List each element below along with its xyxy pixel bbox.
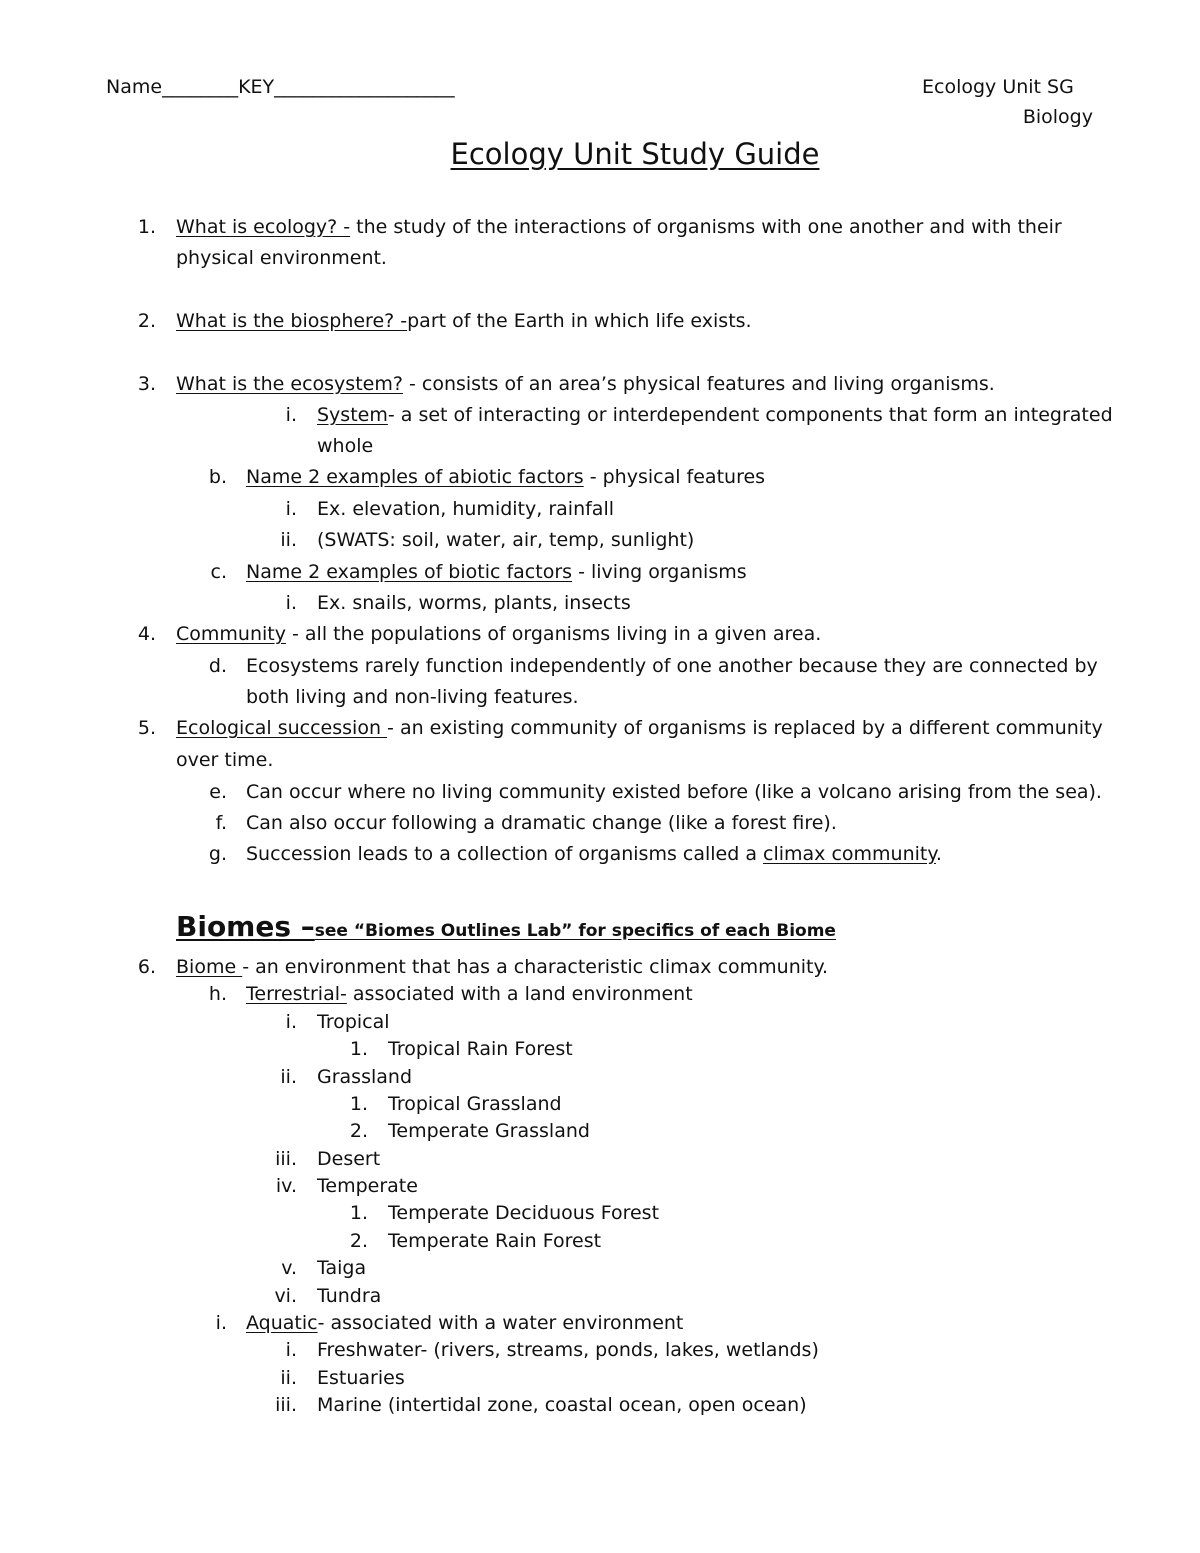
biome-term: Biome	[176, 956, 243, 978]
q5-f-text: Can also occur following a dramatic change (like a forest fire).	[246, 812, 837, 834]
list-item-mark: v.	[281, 1257, 297, 1279]
q2-text: part of the Earth in which life exists.	[407, 310, 752, 332]
q1-line1	[176, 216, 1062, 238]
q3-line	[176, 373, 995, 395]
aquatic-term: Aquatic	[246, 1312, 318, 1334]
q1-number: 1.	[137, 216, 156, 238]
abiotic-text: - physical features	[583, 466, 766, 488]
q3-number: 3.	[137, 373, 156, 395]
community-term: Community	[176, 623, 286, 645]
q6-h-line	[246, 983, 693, 1005]
q2-term: What is the biosphere? -	[176, 310, 408, 332]
q6-line	[176, 956, 828, 978]
terrestrial-term: Terrestrial-	[246, 983, 347, 1005]
list-item-marine: Marine (intertidal zone, coastal ocean, open ocean)	[317, 1394, 807, 1416]
q6-h-mark: h.	[208, 983, 227, 1005]
q3-c-mark: c.	[210, 561, 227, 583]
q5-g-text: Succession leads to a collection of organisms called a	[246, 843, 764, 865]
list-item-mark: 1.	[349, 1038, 368, 1060]
list-item-mark: 1.	[349, 1202, 368, 1224]
q3-b-mark: b.	[208, 466, 227, 488]
biotic-text: - living organisms	[572, 561, 747, 583]
abiotic-term: Name 2 examples of abiotic factors	[246, 466, 584, 488]
biomes-heading-note: see “Biomes Outlines Lab” for specifics of each Biome	[314, 921, 836, 941]
q5-number: 5.	[137, 717, 156, 739]
q5-line1	[176, 717, 1103, 739]
unit-label: Ecology Unit SG	[922, 76, 1074, 98]
list-item-desert: Desert	[317, 1148, 381, 1170]
q5-f-mark: f.	[215, 812, 227, 834]
list-item-taiga: Taiga	[317, 1257, 367, 1279]
list-item-mark: i.	[285, 1339, 297, 1361]
subject-label: Biology	[1022, 106, 1093, 128]
list-item-freshwater: Freshwater- (rivers, streams, ponds, lakes, wetlands)	[317, 1339, 819, 1361]
list-item-mark: 2.	[349, 1230, 368, 1252]
biomes-heading-main: Biomes –	[176, 910, 315, 943]
list-item-mark: ii.	[280, 1066, 297, 1088]
q5-g-line	[246, 843, 942, 865]
aquatic-text: - associated with a water environment	[317, 1312, 684, 1334]
list-item-temperate: Temperate	[317, 1175, 418, 1197]
q5-g-end: .	[935, 843, 942, 865]
q3-c-i-text: Ex. snails, worms, plants, insects	[317, 592, 631, 614]
list-item-mark: i.	[285, 1011, 297, 1033]
list-item-temperate-grassland: Temperate Grassland	[388, 1120, 590, 1142]
q1-text: the study of the interactions of organisms with one another and with their	[350, 216, 1062, 238]
q4-number: 4.	[137, 623, 156, 645]
list-item-estuaries: Estuaries	[317, 1367, 405, 1389]
q6-number: 6.	[137, 956, 156, 978]
q4-d-line1: Ecosystems rarely function independently of one another because they are connected by	[246, 655, 1098, 677]
q3-sub-i-line2: whole	[317, 435, 374, 457]
q3-b-i-text: Ex. elevation, humidity, rainfall	[317, 498, 614, 520]
q6-i-line	[246, 1312, 683, 1334]
system-term: System	[317, 404, 388, 426]
q2-number: 2.	[137, 310, 156, 332]
community-text: - all the populations of organisms living in a given area.	[285, 623, 822, 645]
q3-c-i-mark: i.	[285, 592, 297, 614]
list-item-grassland: Grassland	[317, 1066, 412, 1088]
q4-line	[176, 623, 821, 645]
q3-c-line	[246, 561, 747, 583]
list-item-tropical-grassland: Tropical Grassland	[388, 1093, 562, 1115]
q1-line2: physical environment.	[176, 247, 387, 269]
name-label: Name	[106, 76, 163, 98]
q4-d-mark: d.	[208, 655, 227, 677]
succession-text: - an existing community of organisms is replaced by a different community	[387, 717, 1103, 739]
q3-text: - consists of an area’s physical features and living organisms.	[402, 373, 995, 395]
q3-b-line	[246, 466, 765, 488]
list-item-temperate-deciduous-forest: Temperate Deciduous Forest	[388, 1202, 660, 1224]
q4-d-line2: both living and non-living features.	[246, 686, 579, 708]
list-item-mark: 1.	[349, 1093, 368, 1115]
name-field	[106, 76, 455, 98]
list-item-tropical: Tropical	[317, 1011, 390, 1033]
succession-term: Ecological succession	[176, 717, 388, 739]
name-value: ________KEY___________________	[162, 76, 455, 98]
list-item-mark: iv.	[275, 1175, 297, 1197]
q5-e-mark: e.	[209, 781, 227, 803]
page-title: Ecology Unit Study Guide	[450, 137, 820, 171]
q3-b-i-mark: i.	[285, 498, 297, 520]
list-item-tropical-rain-forest: Tropical Rain Forest	[388, 1038, 573, 1060]
q5-line2: over time.	[176, 749, 274, 771]
list-item-mark: iii.	[275, 1394, 297, 1416]
list-item-mark: ii.	[280, 1367, 297, 1389]
q3-b-ii-text: (SWATS: soil, water, air, temp, sunlight)	[317, 529, 695, 551]
q2-line	[176, 310, 752, 332]
q6-i-mark: i.	[215, 1312, 227, 1334]
climax-community-term: climax community	[763, 843, 936, 865]
list-item-temperate-rain-forest: Temperate Rain Forest	[388, 1230, 602, 1252]
q5-g-mark: g.	[208, 843, 227, 865]
system-text: - a set of interacting or interdependent components that form an integrated	[387, 404, 1113, 426]
terrestrial-text: associated with a land environment	[346, 983, 693, 1005]
list-item-mark: 2.	[349, 1120, 368, 1142]
q5-e-text: Can occur where no living community existed before (like a volcano arising from the sea).	[246, 781, 1102, 803]
q3-term: What is the ecosystem?	[176, 373, 403, 395]
list-item-mark: vi.	[274, 1285, 297, 1307]
biome-text: - an environment that has a characteristic climax community.	[242, 956, 829, 978]
list-item-tundra: Tundra	[317, 1285, 382, 1307]
q3-b-ii-mark: ii.	[280, 529, 297, 551]
q3-sub-i-line1	[317, 404, 1113, 426]
biotic-term: Name 2 examples of biotic factors	[246, 561, 573, 583]
biomes-heading	[176, 910, 836, 943]
q1-term: What is ecology? -	[176, 216, 351, 238]
list-item-mark: iii.	[275, 1148, 297, 1170]
q3-sub-i-mark: i.	[285, 404, 297, 426]
